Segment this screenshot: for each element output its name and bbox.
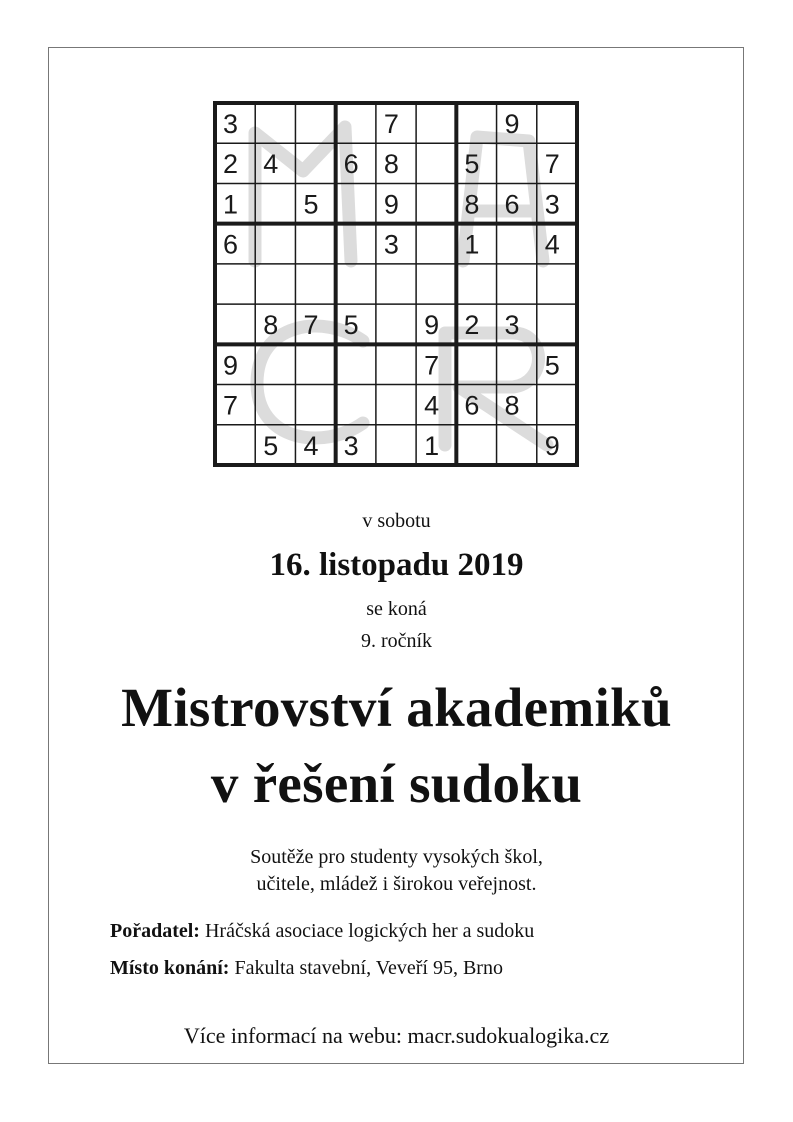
- sudoku-cell: 7: [544, 149, 560, 180]
- venue-row: [110, 957, 710, 980]
- organizer-row: [110, 920, 710, 943]
- sudoku-cell: 4: [303, 430, 319, 461]
- sudoku-cell: 3: [383, 229, 399, 260]
- sudoku-cell: 3: [343, 430, 359, 461]
- event-description-line1: Soutěže pro studenty vysokých škol,: [250, 846, 543, 868]
- macr-watermark-icon: [255, 127, 547, 445]
- sudoku-cell: 7: [223, 390, 239, 421]
- sudoku-cell: 7: [383, 109, 399, 139]
- sudoku-cell: 9: [383, 189, 399, 220]
- event-edition: 9. ročník: [360, 630, 433, 652]
- venue-label: Místo konání:: [110, 957, 230, 979]
- sudoku-cell: 2: [464, 310, 480, 341]
- event-description-line2: učitele, mládež i širokou veřejnost.: [256, 873, 537, 895]
- event-title-line2: v řešení sudoku: [210, 753, 583, 814]
- sudoku-cell: 7: [303, 310, 319, 341]
- sudoku-cell: 9: [424, 310, 440, 341]
- sudoku-puzzle: [213, 101, 579, 467]
- sudoku-cell: 6: [343, 149, 359, 180]
- sudoku-cell: 8: [464, 189, 480, 220]
- sudoku-cell: 1: [464, 229, 480, 260]
- sudoku-cell: 5: [464, 149, 480, 180]
- sudoku-cell: 6: [504, 189, 520, 220]
- event-date: 16. listopadu 2019: [269, 547, 524, 583]
- sudoku-cell: 1: [424, 430, 440, 461]
- sudoku-cell: 5: [303, 189, 319, 220]
- sudoku-cell: 4: [263, 149, 279, 180]
- sudoku-cell: 9: [223, 350, 239, 381]
- sudoku-cell: 2: [223, 149, 239, 180]
- event-held: se koná: [366, 598, 427, 620]
- sudoku-cell: 5: [343, 310, 359, 341]
- sudoku-cell: 5: [544, 350, 560, 381]
- sudoku-grid: [213, 101, 579, 467]
- event-intro: v sobotu: [362, 510, 431, 532]
- sudoku-cell: 3: [504, 310, 520, 341]
- sudoku-cell: 7: [424, 350, 440, 381]
- sudoku-cell: 4: [544, 229, 560, 260]
- organizer-label: Pořadatel:: [110, 920, 200, 942]
- sudoku-cell: 9: [504, 109, 520, 139]
- sudoku-cell: 6: [223, 229, 239, 260]
- sudoku-cell: 8: [263, 310, 279, 341]
- sudoku-cell: 3: [544, 189, 560, 220]
- sudoku-cell: 6: [464, 390, 480, 421]
- sudoku-cell: 9: [544, 430, 560, 461]
- website-link[interactable]: Více informací na webu: macr.sudokualogika.cz: [183, 1023, 610, 1048]
- event-title-line1: Mistrovství akademiků: [121, 677, 672, 738]
- sudoku-cell: 8: [383, 149, 399, 180]
- sudoku-cell: 3: [223, 109, 239, 139]
- sudoku-cell: 5: [263, 430, 279, 461]
- sudoku-cell: 1: [223, 189, 239, 220]
- venue-value: Fakulta stavební, Veveří 95, Brno: [234, 957, 503, 979]
- sudoku-cell: 4: [424, 390, 440, 421]
- sudoku-cell: 8: [504, 390, 520, 421]
- organizer-value: Hráčská asociace logických her a sudoku: [204, 920, 535, 942]
